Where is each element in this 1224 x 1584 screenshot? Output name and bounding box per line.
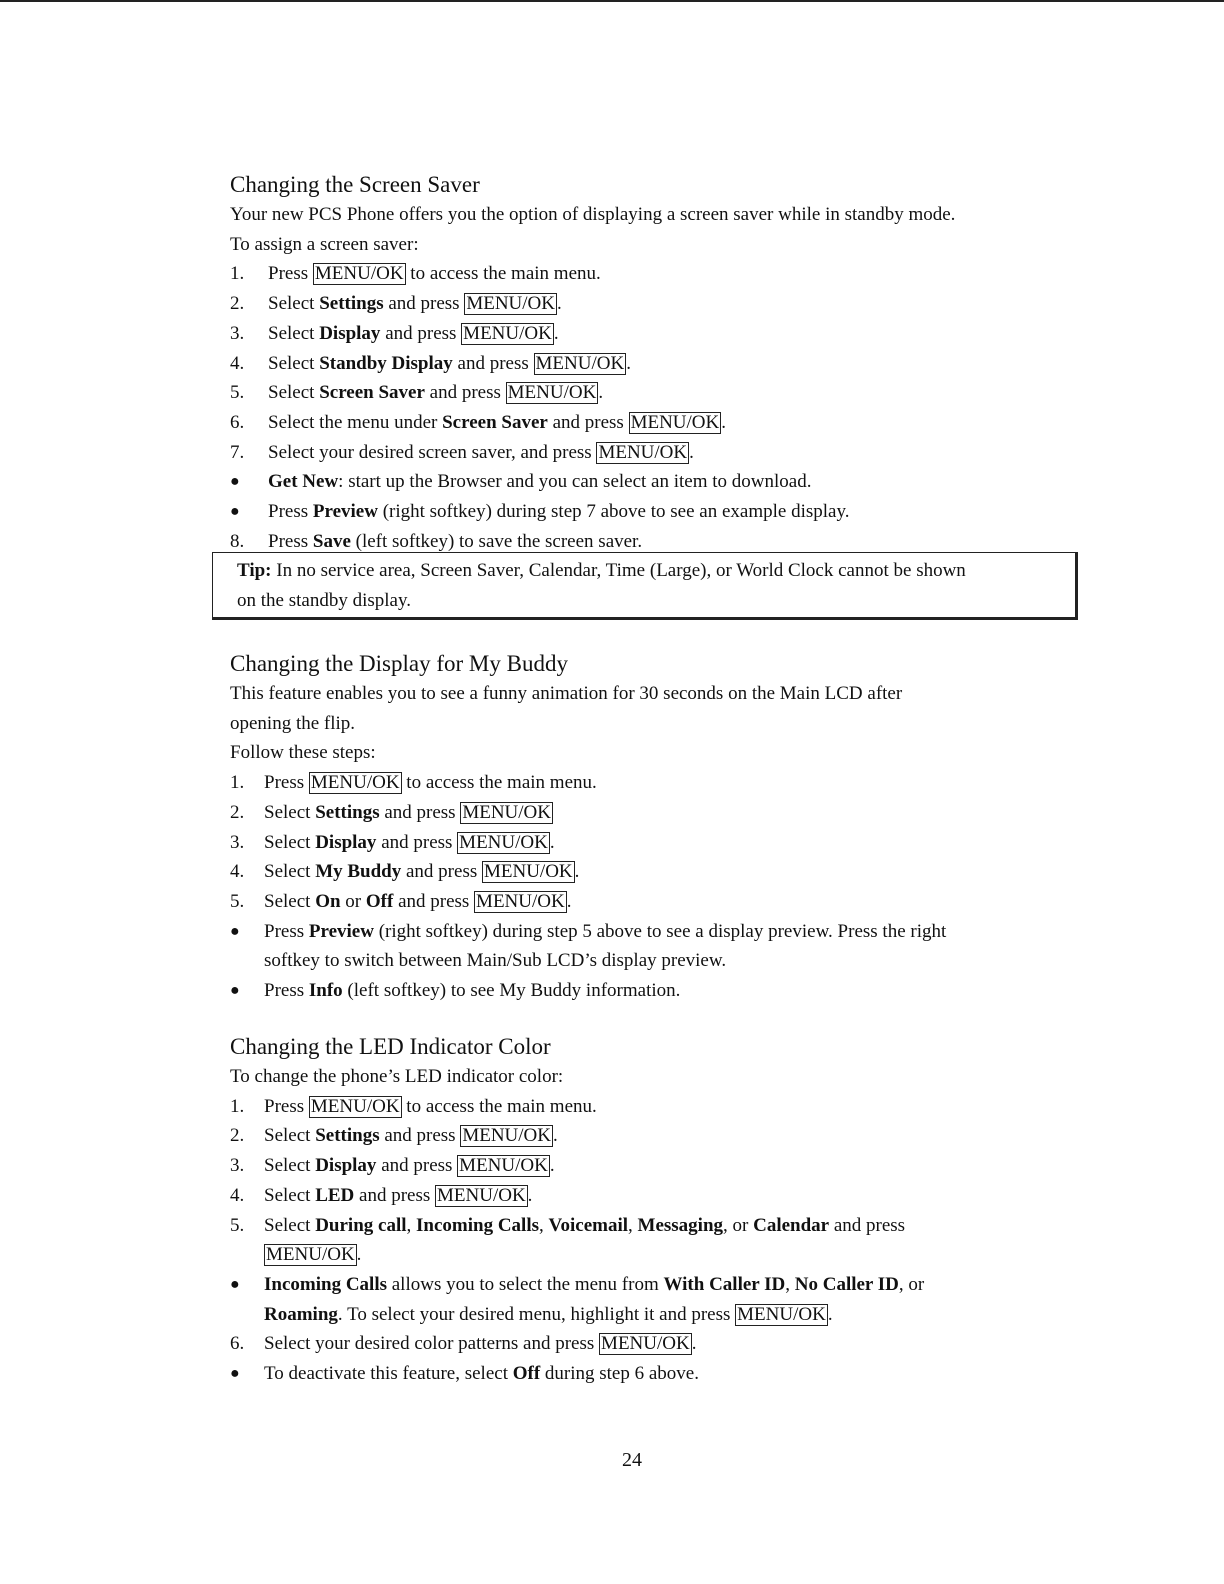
- step-6: 6. Select your desired color patterns and press MENU/OK .: [230, 1333, 697, 1355]
- menu-ok-key: MENU/OK: [459, 831, 548, 853]
- bullet-preview: ● Press Preview (right softkey) during step 5 above to see a display preview. Press the right softkey to switch between Main/Sub LCD’s display preview.: [230, 917, 1060, 976]
- step-4: 4. Select LED and press MENU/OK .: [230, 1184, 533, 1206]
- step-5: 5. Select On or Off and press MENU/OK .: [230, 890, 572, 912]
- step-1: 1. Press MENU/OK to access the main menu.: [230, 772, 597, 794]
- section-title: Changing the Display for My Buddy: [230, 651, 568, 676]
- step-5: 5. Select During call, Incoming Calls, Voicemail, Messaging, or Calendar and press MENU/OK .: [230, 1214, 906, 1266]
- bullet-icon: ●: [230, 1365, 240, 1383]
- bullet-icon: ●: [230, 473, 240, 491]
- intro-text: To assign a screen saver:: [230, 233, 419, 255]
- bullet-get-new: ● Get New: start up the Browser and you can select an item to download.: [230, 467, 1060, 497]
- step-4: 4. Select Standby Display and press MENU/OK .: [230, 352, 631, 374]
- bullet-icon: ●: [230, 982, 240, 1000]
- step-1: 1. Press MENU/OK to access the main menu.: [230, 263, 601, 285]
- section-title: Changing the LED Indicator Color: [230, 1034, 551, 1059]
- menu-ok-key: MENU/OK: [462, 801, 551, 823]
- step-8: 8. Press Save (left softkey) to save the screen saver.: [230, 530, 643, 552]
- section-my-buddy: [230, 649, 1060, 1006]
- step-7: 7. Select your desired screen saver, and press MENU/OK .: [230, 441, 694, 463]
- tip-box: Tip: In no service area, Screen Saver, Calendar, Time (Large), or World Clock cannot be shown on the standby display.: [212, 552, 1078, 620]
- step-3: 3. Select Display and press MENU/OK .: [230, 831, 555, 853]
- page-number: 24: [622, 1449, 642, 1471]
- step-3: 3. Select Display and press MENU/OK .: [230, 322, 559, 344]
- menu-ok-key: MENU/OK: [630, 411, 720, 433]
- menu-ok-key: MENU/OK: [507, 382, 597, 404]
- step-1: 1. Press MENU/OK to access the main menu.: [230, 1095, 597, 1117]
- step-2: 2. Select Settings and press MENU/OK .: [230, 293, 562, 315]
- menu-ok-key: MENU/OK: [437, 1184, 526, 1206]
- intro-text: To change the phone’s LED indicator color:: [230, 1066, 564, 1087]
- step-2: 2. Select Settings and press MENU/OK .: [230, 1125, 558, 1147]
- bullet-preview: ● Press Preview (right softkey) during step 7 above to see an example display.: [230, 497, 1060, 527]
- menu-ok-key: MENU/OK: [476, 890, 565, 912]
- bullet-icon: ●: [230, 503, 240, 521]
- menu-ok-key: MENU/OK: [266, 1244, 355, 1266]
- menu-ok-key: MENU/OK: [466, 293, 555, 315]
- menu-ok-key: MENU/OK: [462, 1125, 551, 1147]
- menu-ok-key: MENU/OK: [310, 772, 400, 794]
- intro-text: This feature enables you to see a funny animation for 30 seconds on the Main LCD after: [230, 683, 903, 704]
- top-rule: [0, 0, 1224, 2]
- menu-ok-key: MENU/OK: [598, 441, 688, 463]
- intro-text: Your new PCS Phone offers you the option of displaying a screen saver while in standby mode.: [230, 204, 956, 225]
- menu-ok-key: MENU/OK: [535, 352, 625, 374]
- menu-ok-key: MENU/OK: [310, 1095, 400, 1117]
- intro-text: opening the flip.: [230, 712, 356, 734]
- menu-ok-key: MENU/OK: [314, 263, 404, 285]
- menu-ok-key: MENU/OK: [463, 322, 552, 344]
- section-led-indicator: [230, 1032, 1060, 1389]
- bullet-incoming-calls: ● Incoming Calls allows you to select the menu from With Caller ID, No Caller ID, or Roaming. To select your desired menu, highlight it and press MENU/OK .: [230, 1270, 1060, 1329]
- bullet-icon: ●: [230, 1275, 240, 1293]
- bullet-deactivate: ● To deactivate this feature, select Off during step 6 above.: [230, 1359, 1060, 1389]
- bullet-info: ● Press Info (left softkey) to see My Buddy information.: [230, 976, 1060, 1006]
- section-title: Changing the Screen Saver: [230, 172, 480, 197]
- bullet-icon: ●: [230, 922, 240, 940]
- menu-ok-key: MENU/OK: [483, 861, 573, 883]
- step-6: 6. Select the menu under Screen Saver and press MENU/OK .: [230, 411, 726, 433]
- step-2: 2. Select Settings and press MENU/OK: [230, 801, 551, 823]
- intro-text: Follow these steps:: [230, 742, 376, 764]
- section-screen-saver: [230, 170, 1060, 556]
- step-5: 5. Select Screen Saver and press MENU/OK .: [230, 382, 604, 404]
- step-4: 4. Select My Buddy and press MENU/OK .: [230, 861, 580, 883]
- menu-ok-key: MENU/OK: [601, 1333, 690, 1355]
- menu-ok-key: MENU/OK: [737, 1303, 826, 1325]
- step-3: 3. Select Display and press MENU/OK .: [230, 1155, 555, 1177]
- tip-label: Tip:: [237, 560, 272, 581]
- menu-ok-key: MENU/OK: [459, 1155, 548, 1177]
